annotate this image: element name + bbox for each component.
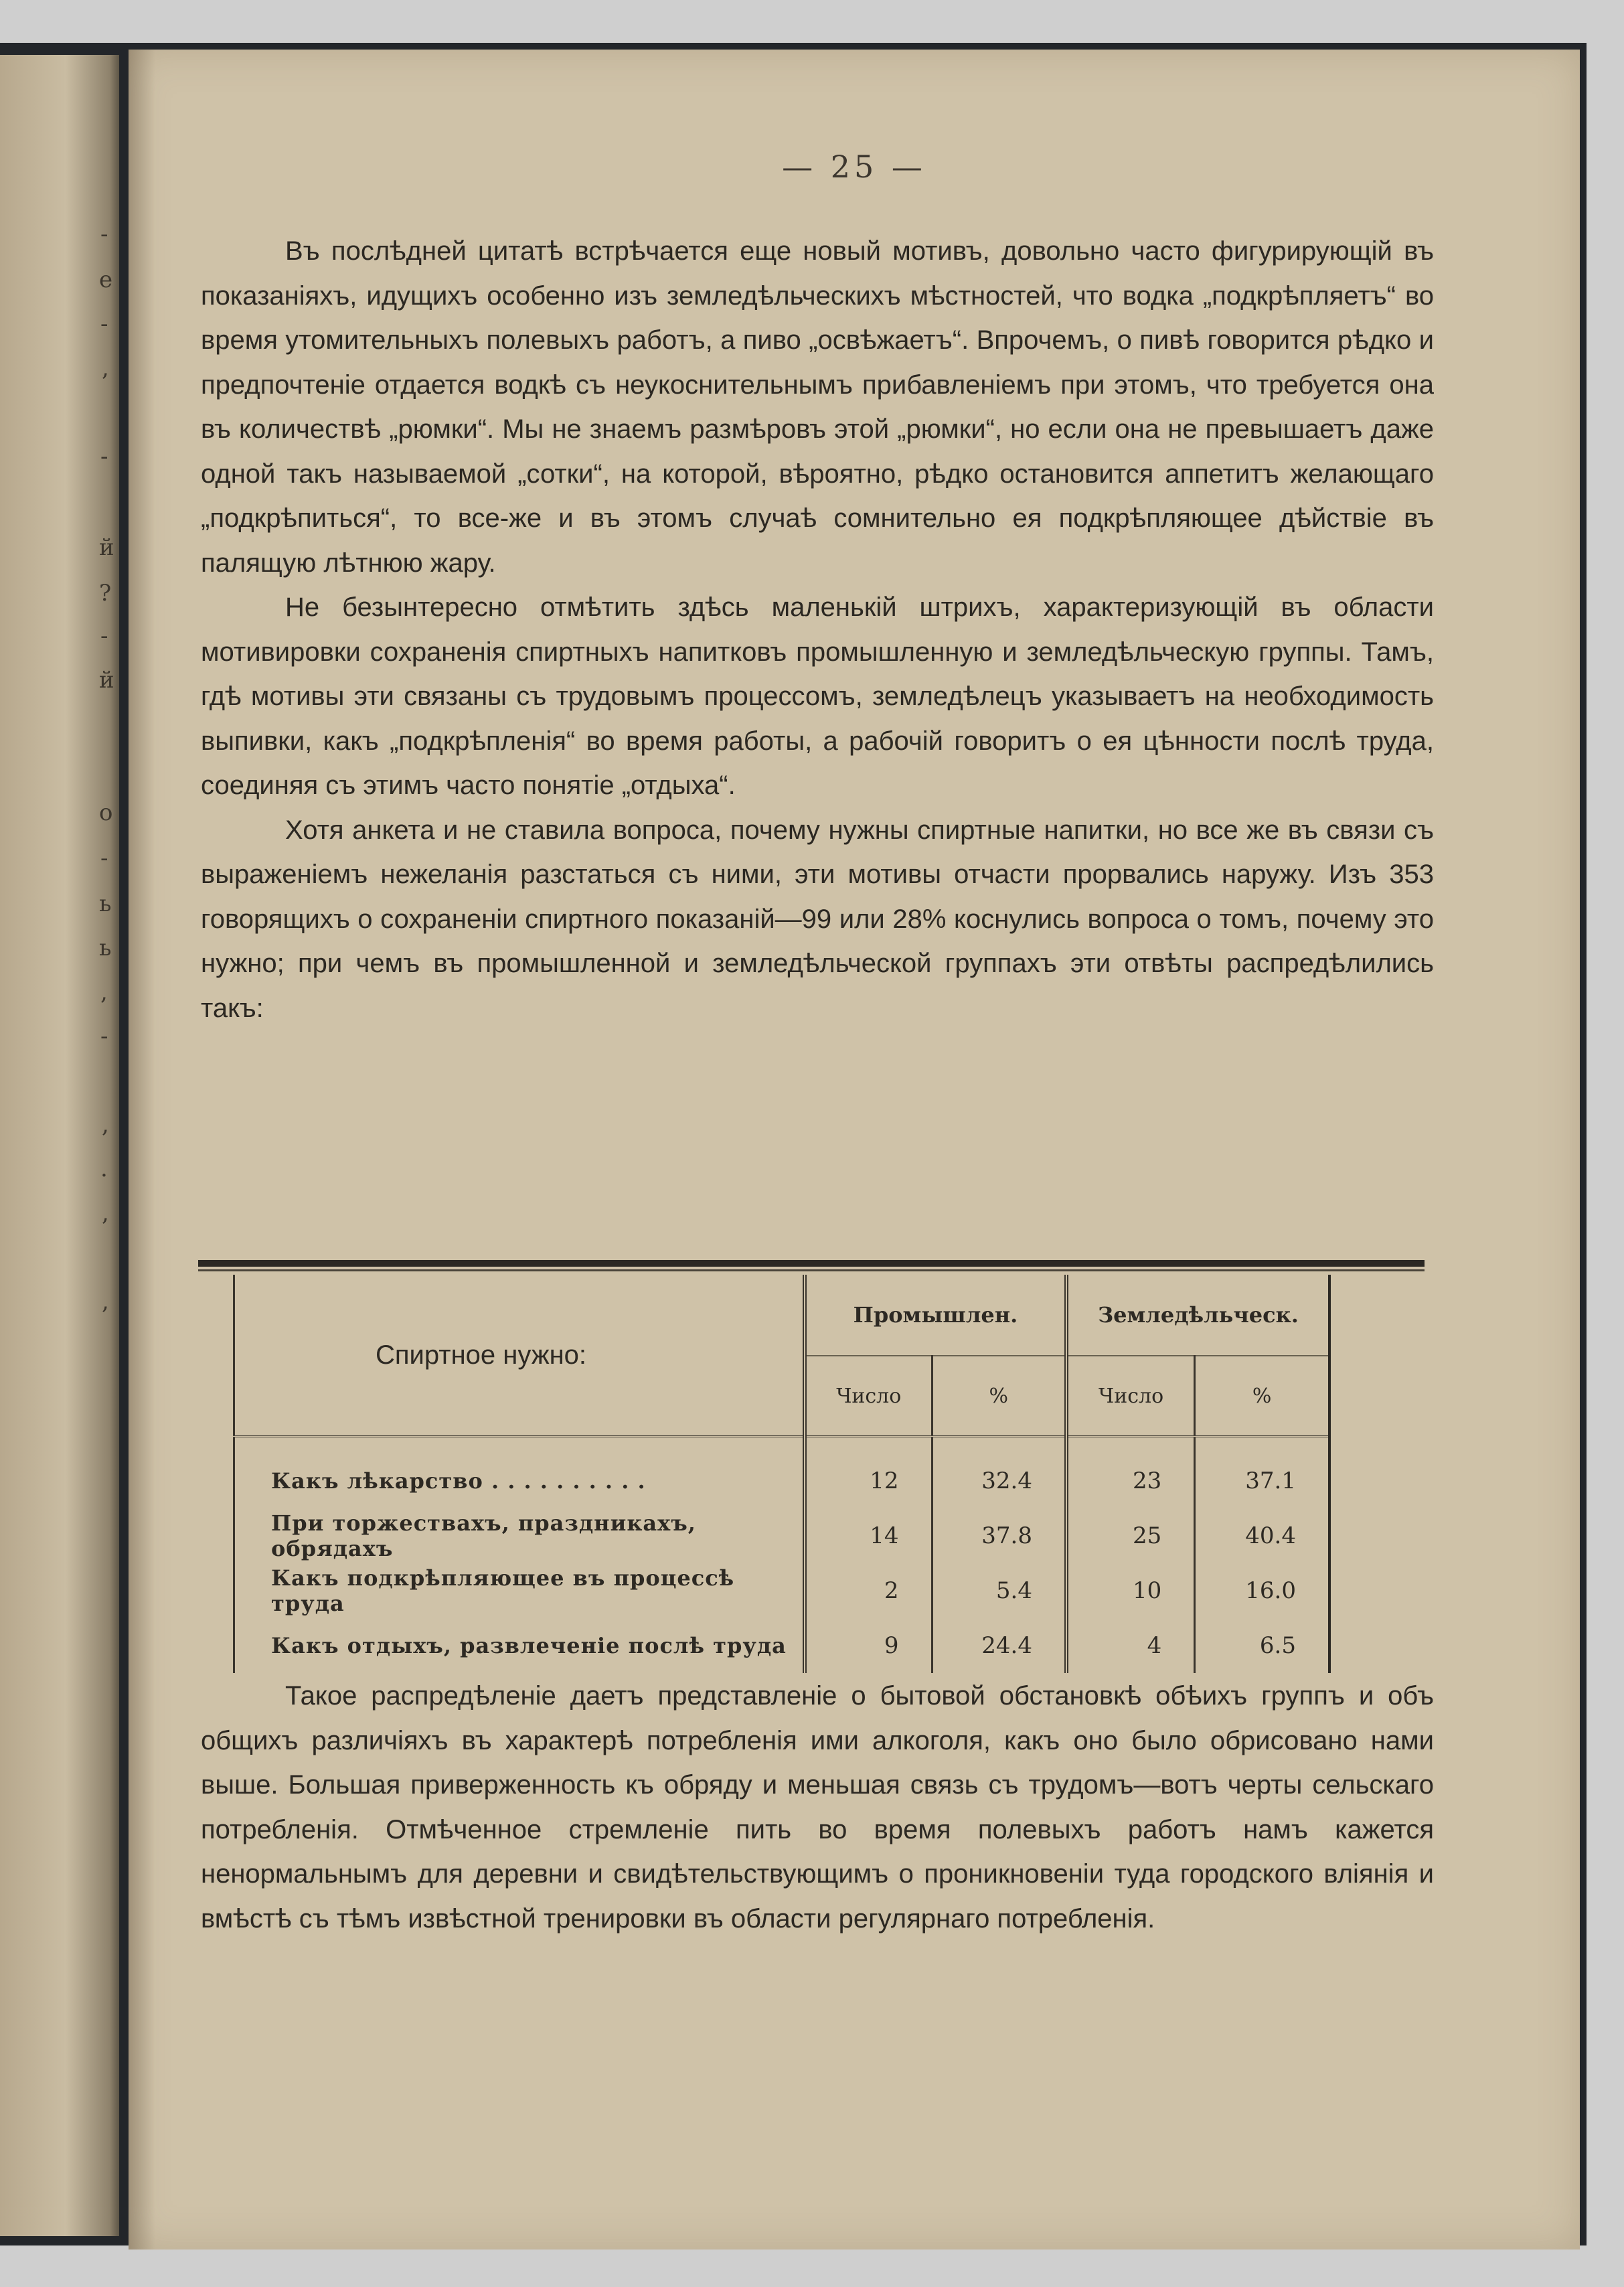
table-cell: 24.4 <box>932 1618 1066 1673</box>
row-label: При торжествахъ, праздникахъ, обрядахъ <box>234 1508 805 1563</box>
table-cell: 14 <box>805 1508 932 1563</box>
left-page-fragment: й <box>99 667 114 694</box>
row-label: Какъ лѣкарство . . . . . . . . . . <box>234 1437 805 1509</box>
table-header-row <box>234 1275 1330 1356</box>
table-cell: 4 <box>1066 1618 1195 1673</box>
left-page-fragment: , <box>100 979 108 1006</box>
row-label: Какъ отдыхъ, развлеченіе послѣ труда <box>234 1618 805 1673</box>
left-page-fragment: , <box>102 1288 109 1315</box>
paragraph: Такое распредѣленіе даетъ представленіе о бытовой обстановкѣ обѣихъ группъ и объ общихъ различіяхъ въ характерѣ потребленія ими алкоголя, какъ оно было обрисовано нами выше. Большая приверженность къ обряду и меньшая связь съ трудомъ—вотъ черты сельскаго потребленія. Отмѣченное стремленіе пить во время полевыхъ работъ намъ кажется ненормальнымъ для деревни и свидѣтельствующимъ о проникновеніи туда городского вліянія и вмѣстѣ съ тѣмъ извѣстной тренировки въ области регулярнаго потребленія. <box>201 1681 1434 1934</box>
table-row <box>234 1437 1330 1509</box>
table-cell: 23 <box>1066 1437 1195 1509</box>
table-group-header: Промышлен. <box>805 1275 1066 1356</box>
paragraph: Хотя анкета и не ставила вопроса, почему нужны спиртные напитки, но все же въ связи съ выраженіемъ нежеланія разстаться съ ними, эти мотивы отчасти прорвались наружу. Изъ 353 говорящихъ о сохраненіи спиртного показаній—99 или 28% коснулись вопроса о томъ, почему это нужно; при чемъ въ промышленной и земледѣльческой группахъ эти отвѣты распредѣлились такъ: <box>201 815 1434 1023</box>
table-cell: 25 <box>1066 1508 1195 1563</box>
left-page-fragment: , <box>102 1111 109 1138</box>
left-page-fragment: - <box>100 221 108 248</box>
table-cell: 40.4 <box>1195 1508 1329 1563</box>
left-page-fragment: . <box>100 1156 108 1182</box>
table-group-header: Земледѣльческ. <box>1066 1275 1329 1356</box>
table-row <box>234 1618 1330 1673</box>
table-cell: 16.0 <box>1195 1563 1329 1618</box>
left-page-fragment: - <box>100 845 108 872</box>
left-page-fragment: ь <box>99 890 112 917</box>
statistics-table <box>233 1275 1331 1673</box>
table-row <box>234 1563 1330 1618</box>
table-corner-label: Спиртное нужно: <box>234 1275 805 1437</box>
table-subheader: % <box>932 1356 1066 1437</box>
table-cell: 32.4 <box>932 1437 1066 1509</box>
table-cell: 12 <box>805 1437 932 1509</box>
row-label: Какъ подкрѣпляющее въ процессѣ труда <box>234 1563 805 1618</box>
paragraph: Не безынтересно отмѣтить здѣсь маленькій штрихъ, характеризующій въ области мотивировки сохраненія спиртныхъ напитковъ промышленную и земледѣльческую группы. Тамъ, гдѣ мотивы эти связаны съ трудовымъ процессомъ, земледѣлецъ указываетъ на необходимость выпивки, какъ „подкрѣпленія“ во время работы, а рабочій говоритъ о ея цѣнности послѣ труда, соединяя съ этимъ часто понятіе „отдыха“. <box>201 593 1434 800</box>
left-page-edge <box>0 55 119 2236</box>
left-page-fragment: , <box>102 1200 109 1227</box>
table-top-rule <box>198 1260 1425 1267</box>
table-subheader: Число <box>1066 1356 1195 1437</box>
left-page-fragment: - <box>100 443 108 470</box>
left-page-fragment: - <box>100 1023 108 1050</box>
paragraph: Въ послѣдней цитатѣ встрѣчается еще новый мотивъ, довольно часто фигурирующій въ показаніяхъ, идущихъ особенно изъ земледѣльческихъ мѣстностей, что водка „подкрѣпляетъ“ во время утомительныхъ полевыхъ работъ, а пиво „освѣжаетъ“. Впрочемъ, о пивѣ говорится рѣдко и предпочтеніе отдается водкѣ съ неукоснительнымъ прибавленіемъ при этомъ, что требуется она въ количествѣ „рюмки“. Мы не знаемъ размѣровъ этой „рюмки“, но если она не превышаетъ даже одной такъ называемой „сотки“, на которой, вѣроятно, рѣдко остановится аппетитъ желающаго „подкрѣпиться“, то все-же и въ этомъ случаѣ сомнительно ея подкрѣпляющее дѣйствіе въ палящую лѣтнюю жару. <box>201 236 1434 578</box>
text-block-bottom <box>201 1674 1434 1941</box>
table-row <box>234 1508 1330 1563</box>
table-subheader: Число <box>805 1356 932 1437</box>
left-page-fragment: , <box>102 355 109 382</box>
left-page-fragment: й <box>99 534 114 561</box>
left-page-fragment: ь <box>99 935 112 961</box>
table-cell: 37.8 <box>932 1508 1066 1563</box>
left-page-fragment: - <box>100 311 108 337</box>
left-page-fragment: - <box>100 623 108 649</box>
page-number: — 25 — <box>782 149 926 185</box>
table-cell: 37.1 <box>1195 1437 1329 1509</box>
table-top-rule-thin <box>198 1269 1425 1271</box>
table-cell: 9 <box>805 1618 932 1673</box>
table-cell: 6.5 <box>1195 1618 1329 1673</box>
table-cell: 5.4 <box>932 1563 1066 1618</box>
table-subheader: % <box>1195 1356 1329 1437</box>
table-cell: 2 <box>805 1563 932 1618</box>
table-cell: 10 <box>1066 1563 1195 1618</box>
left-page-fragment: ? <box>99 580 112 607</box>
book-page <box>129 50 1580 2250</box>
left-page-fragment: о <box>99 799 113 826</box>
left-page-fragment: е <box>99 266 113 293</box>
text-block-top <box>201 229 1434 1030</box>
